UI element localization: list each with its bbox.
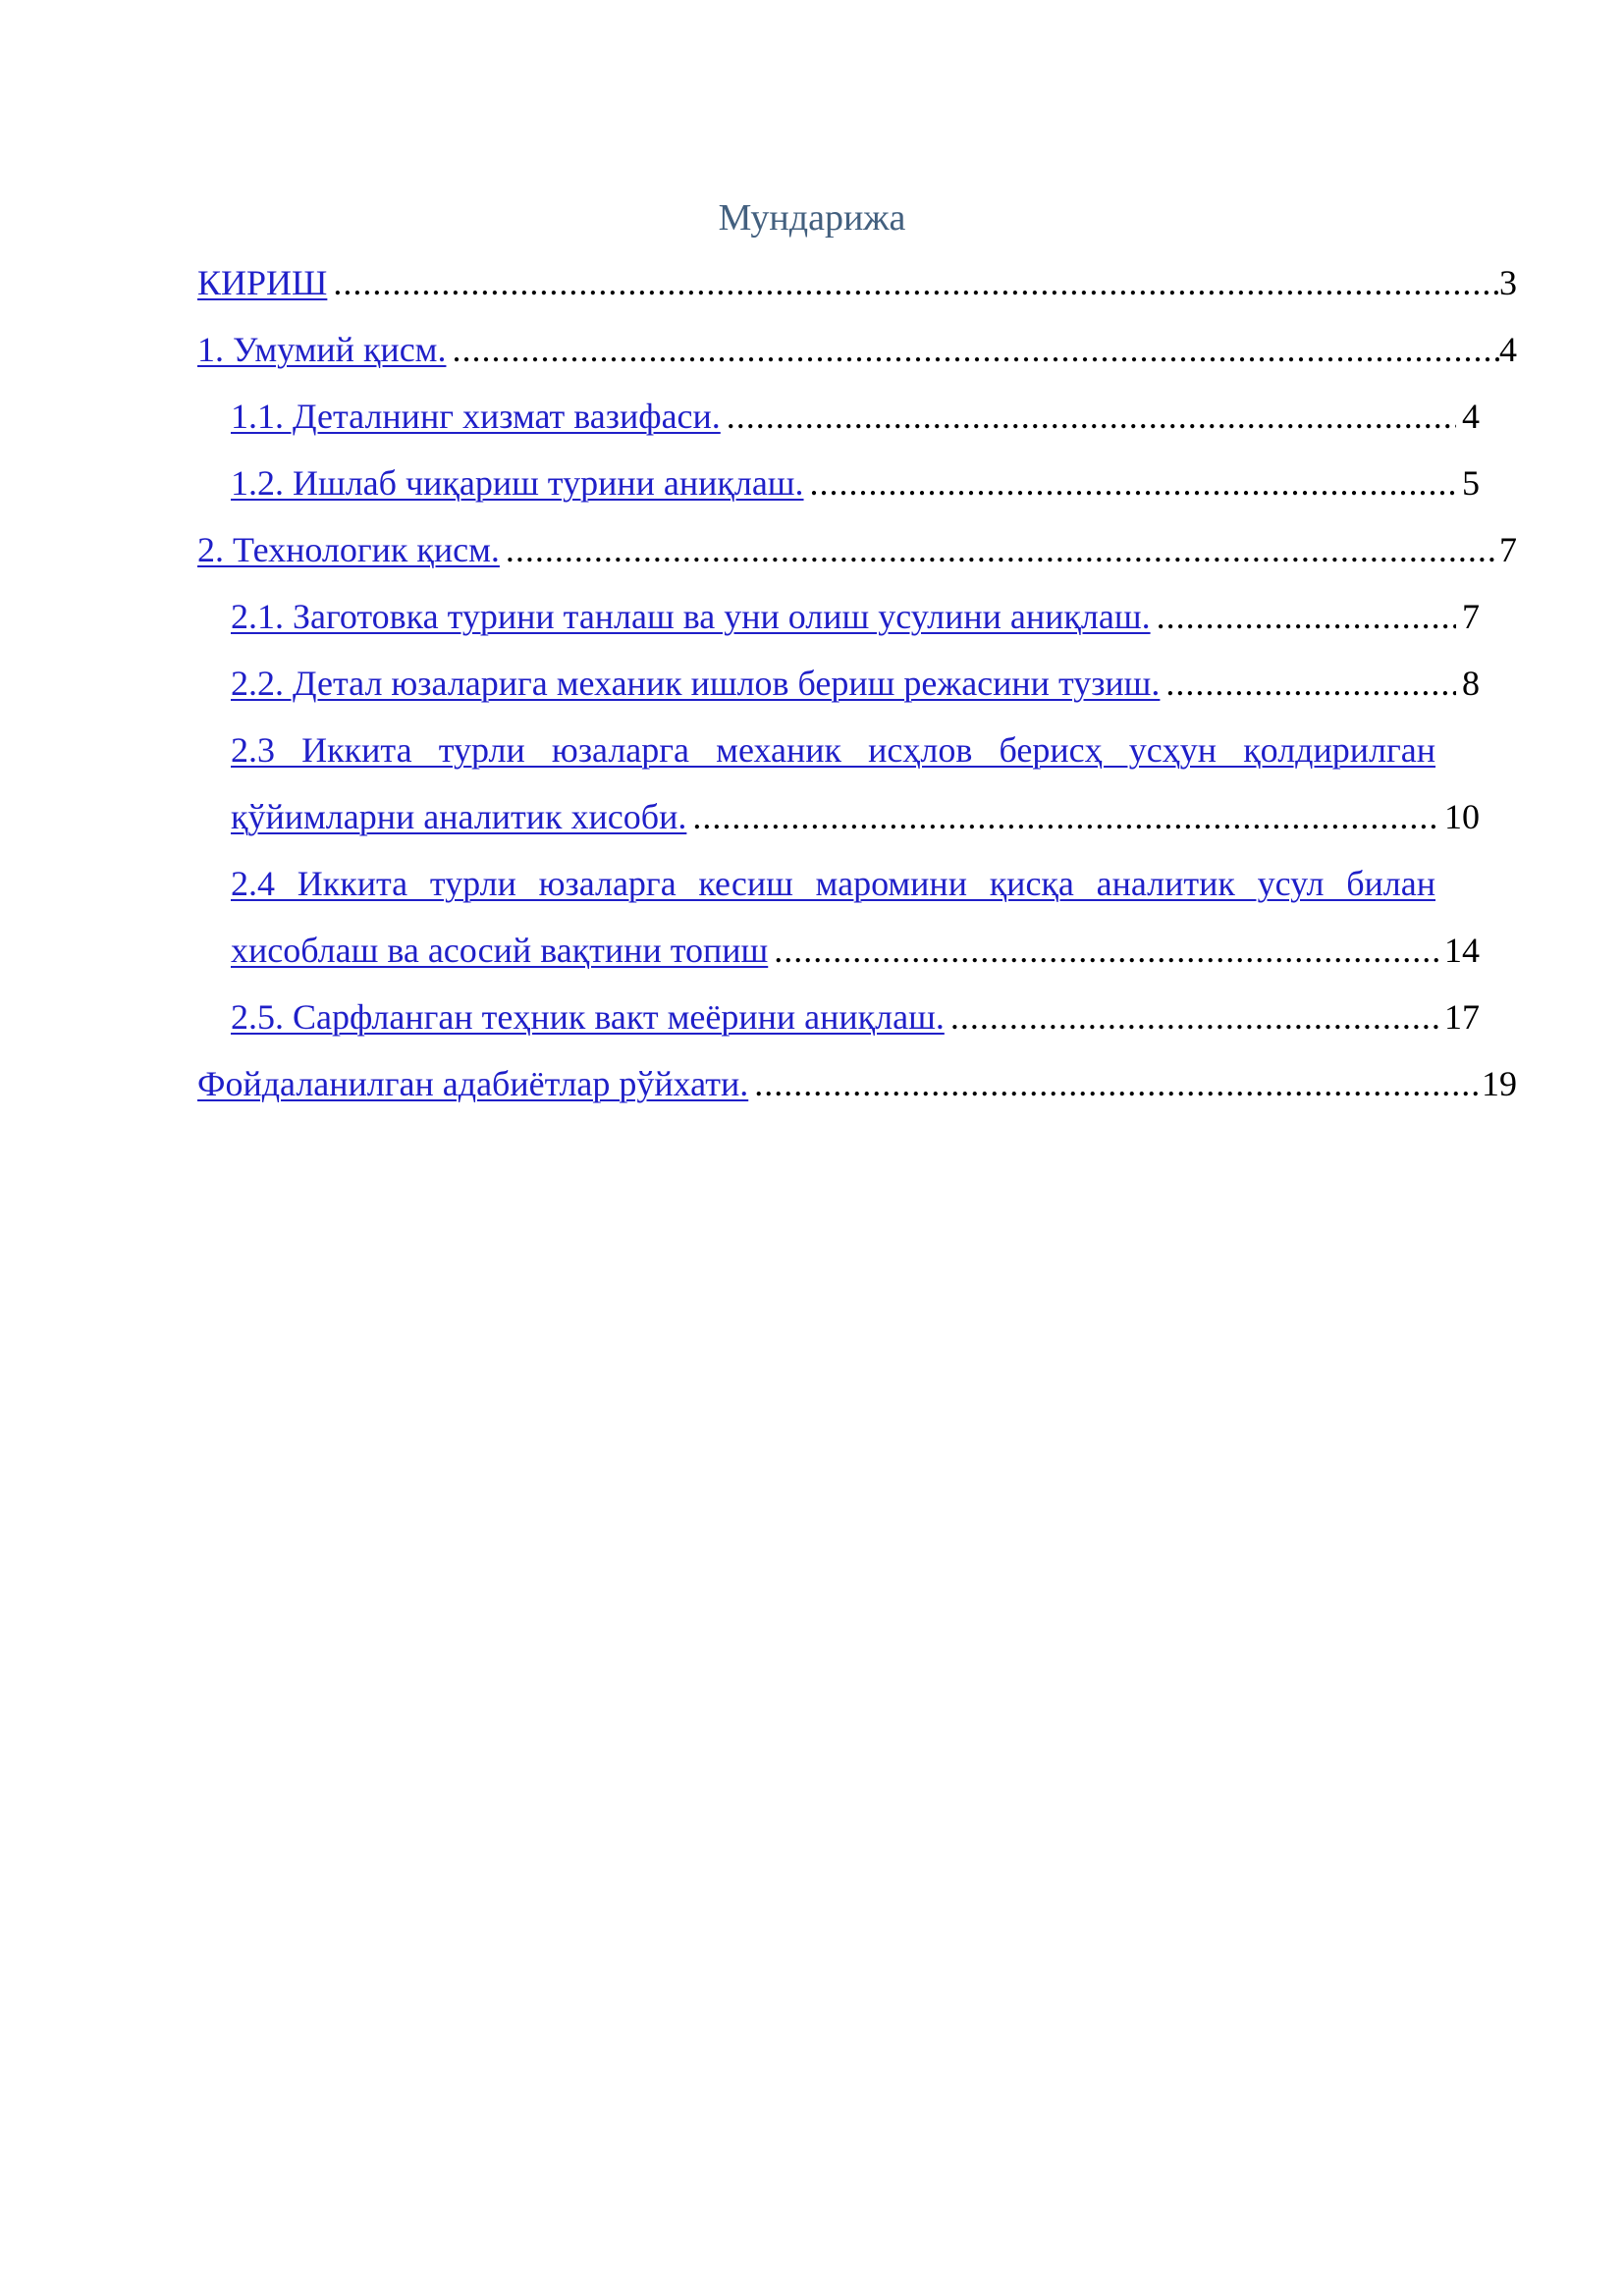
toc-link-2-2[interactable]: 2.2. Детал юзаларига механик ишлов бериш режасини тузиш. xyxy=(231,664,1161,703)
toc-entry-2-4-line1 xyxy=(231,858,1435,909)
toc-link-2-3[interactable]: 2.3 Иккита турли юзаларга механик исҳлов берисҳ усҳун қолдирилган xyxy=(231,730,1435,770)
toc-entry-2-3-line1 xyxy=(231,724,1435,775)
toc-leader xyxy=(810,457,1456,508)
toc-page-number: 5 xyxy=(1462,463,1480,503)
toc-leader xyxy=(333,257,1499,308)
toc-page-number: 3 xyxy=(1499,263,1517,302)
toc-link-introduction[interactable]: КИРИШ xyxy=(197,263,328,302)
toc-link-1-2[interactable]: 1.2. Ишлаб чиқариш турини аниқлаш. xyxy=(231,463,804,503)
toc-page-number: 14 xyxy=(1444,931,1480,970)
toc-page-number: 4 xyxy=(1462,397,1480,436)
toc-entry-2-1 xyxy=(231,591,1480,642)
toc-leader xyxy=(754,1058,1482,1109)
toc-entry-general-part xyxy=(197,324,1517,375)
toc-entry-2-4-line2 xyxy=(231,925,1480,976)
toc-link-technological-part[interactable]: 2. Технологик қисм. xyxy=(197,530,500,569)
toc-entry-2-2 xyxy=(231,658,1480,709)
toc-page-number: 4 xyxy=(1499,330,1517,369)
toc-leader xyxy=(950,991,1438,1042)
toc-leader xyxy=(692,791,1438,842)
toc-page-number: 8 xyxy=(1462,664,1480,703)
toc-page-number: 7 xyxy=(1462,597,1480,636)
toc-leader xyxy=(506,524,1499,575)
toc-entry-technological-part xyxy=(197,524,1517,575)
toc-link-general-part[interactable]: 1. Умумий қисм. xyxy=(197,330,447,369)
toc-link-references[interactable]: Фойдаланилган адабиётлар рўйхати. xyxy=(197,1064,749,1103)
toc-leader xyxy=(774,925,1438,976)
toc-link-2-3-cont[interactable]: қўйимларни аналитик хисоби. xyxy=(231,797,687,836)
toc-leader xyxy=(1165,658,1456,709)
toc-page-number: 17 xyxy=(1444,997,1480,1037)
toc-entry-2-5 xyxy=(231,991,1480,1042)
toc-page-number: 19 xyxy=(1482,1064,1517,1103)
toc-entry-2-3-line2 xyxy=(231,791,1480,842)
toc-link-2-4-cont[interactable]: хисоблаш ва асосий вақтини топиш xyxy=(231,931,769,970)
toc-link-2-4[interactable]: 2.4 Иккита турли юзаларга кесиш маромини қисқа аналитик усул билан xyxy=(231,864,1435,903)
toc-leader xyxy=(1157,591,1456,642)
toc-entry-references xyxy=(197,1058,1517,1109)
toc-link-1-1[interactable]: 1.1. Деталнинг хизмат вазифаси. xyxy=(231,397,721,436)
toc-entry-1-1 xyxy=(231,391,1480,442)
toc-leader xyxy=(452,324,1499,375)
toc-title: Мундарижа xyxy=(718,197,906,239)
toc-entry-1-2 xyxy=(231,457,1480,508)
toc-leader xyxy=(727,391,1456,442)
toc-link-2-5[interactable]: 2.5. Сарфланган теҳник вакт меёрини аниқлаш. xyxy=(231,997,945,1037)
toc-link-2-1[interactable]: 2.1. Заготовка турини танлаш ва уни олиш усулини аниқлаш. xyxy=(231,597,1151,636)
toc-entry-introduction xyxy=(197,257,1517,308)
toc-page-number: 7 xyxy=(1499,530,1517,569)
toc-page-number: 10 xyxy=(1444,797,1480,836)
